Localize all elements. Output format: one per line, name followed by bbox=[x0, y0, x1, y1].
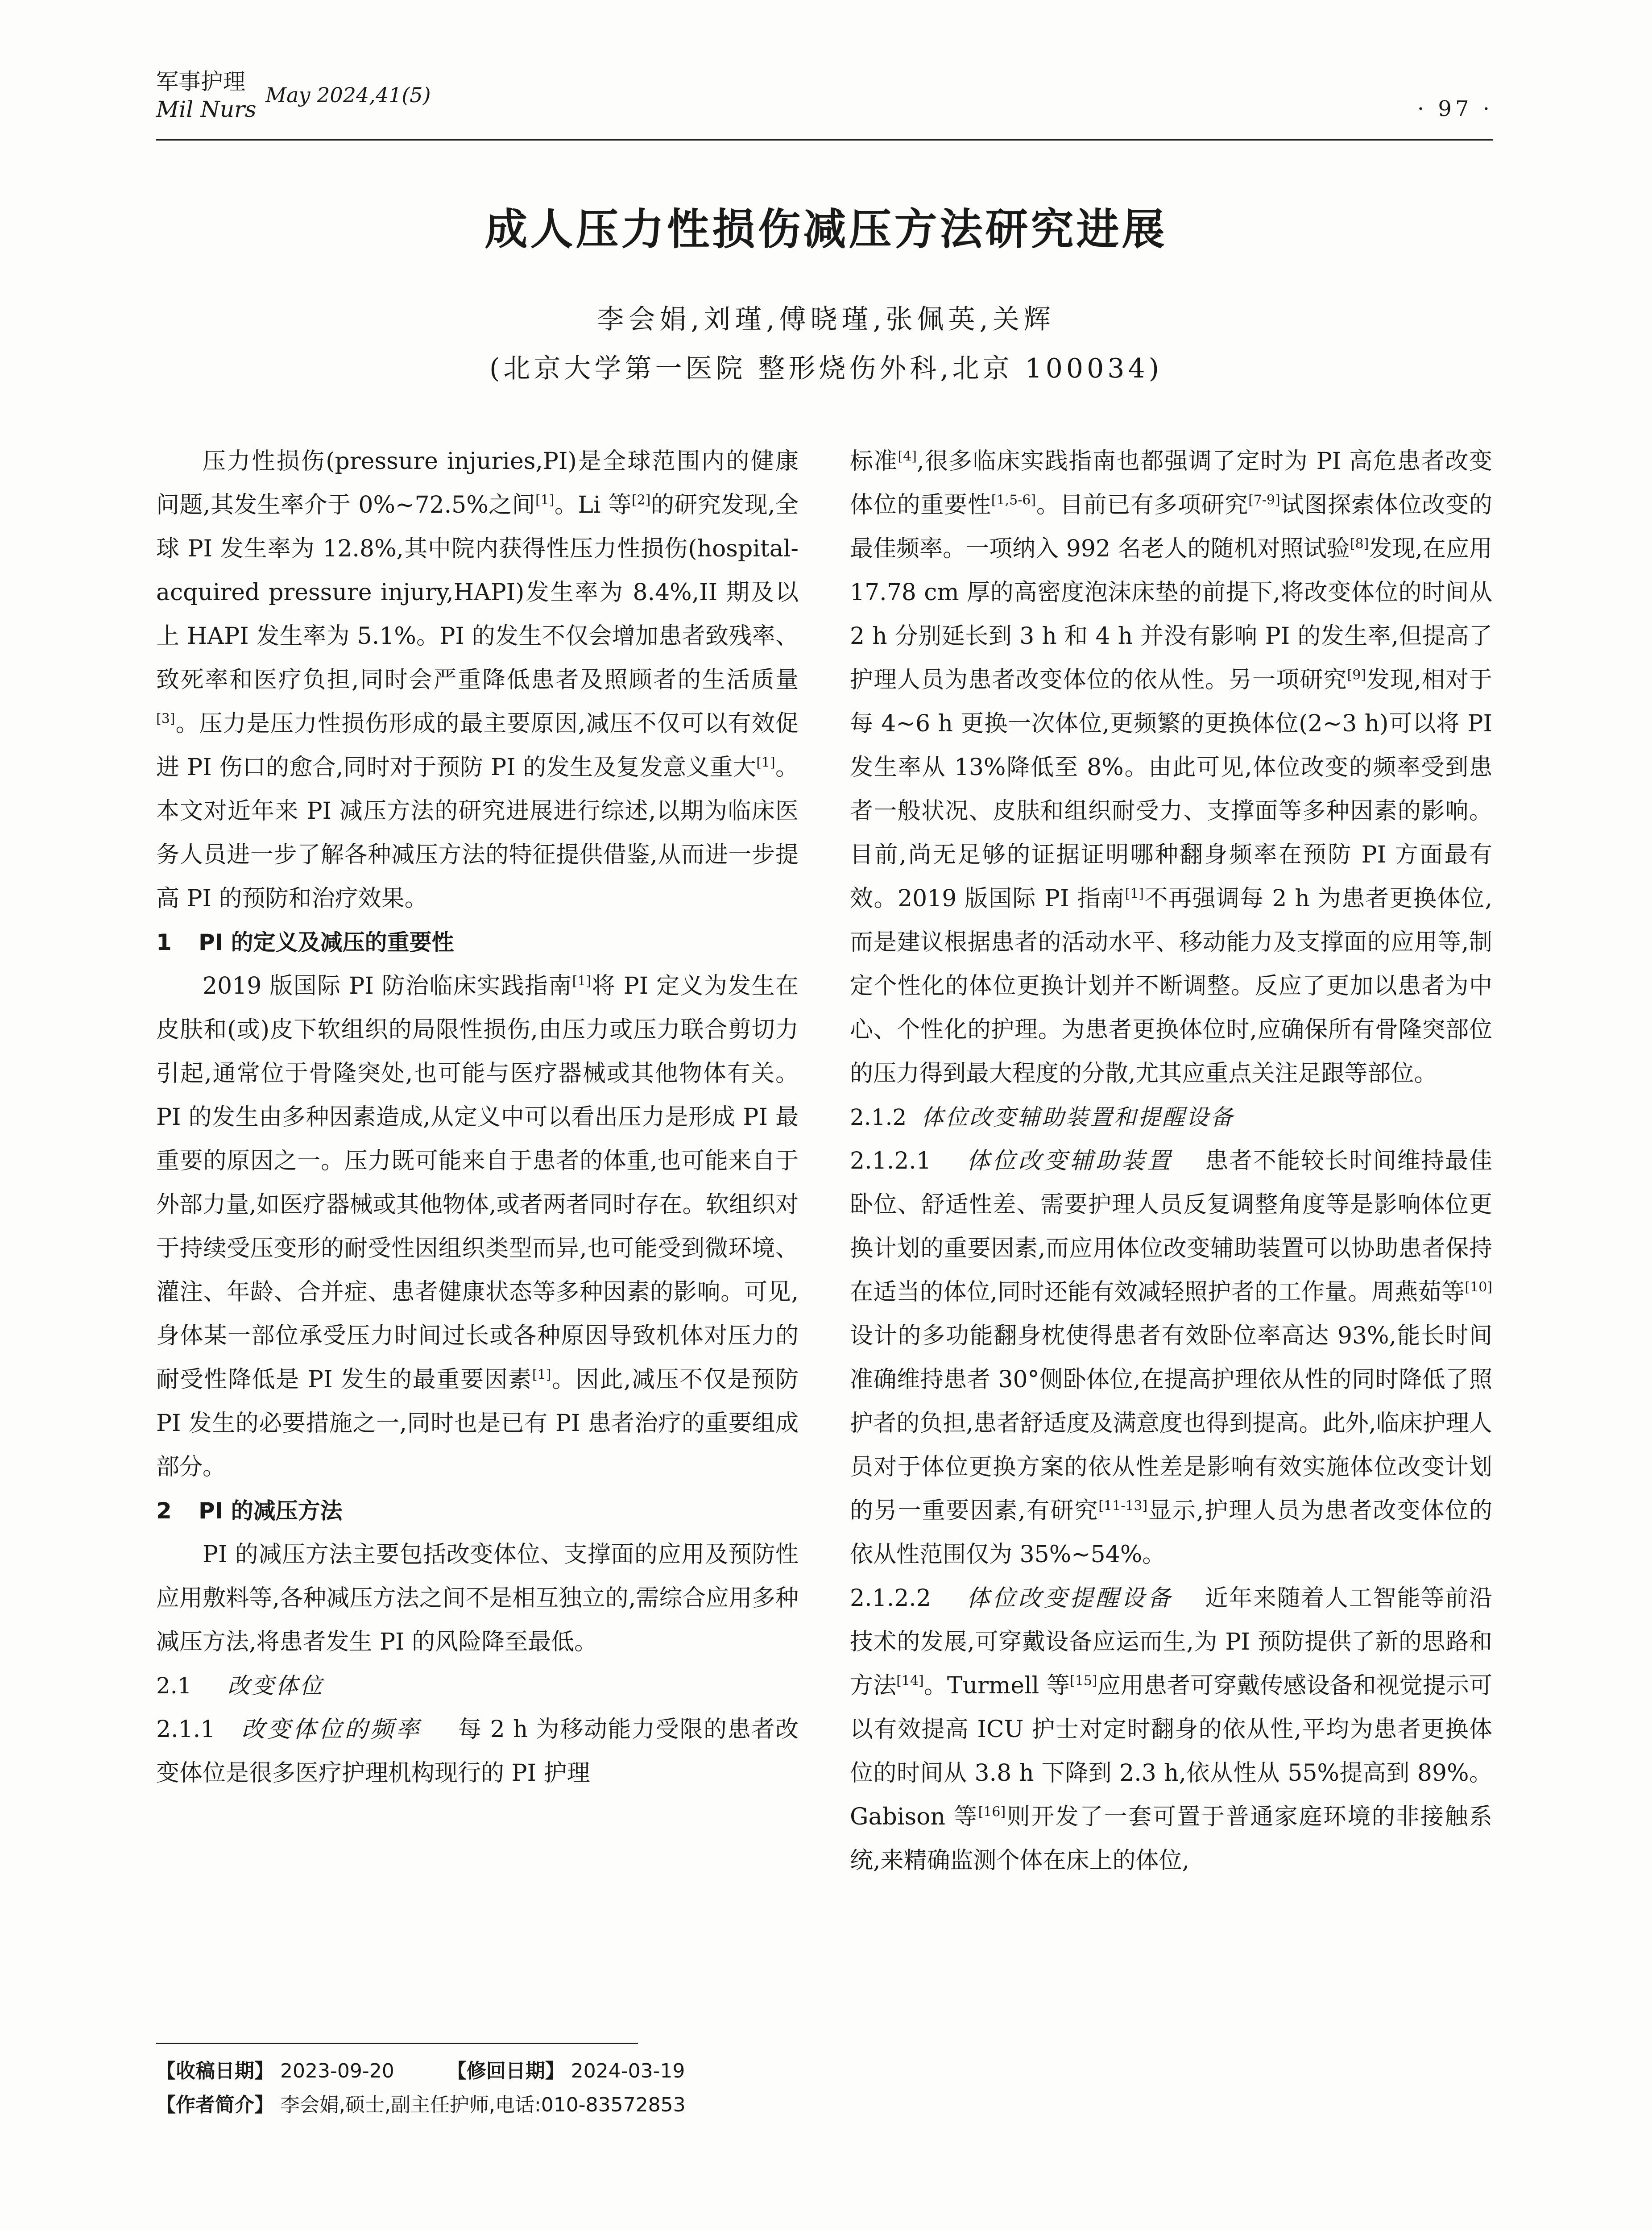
citation-marker: [11-13] bbox=[1098, 1498, 1148, 1514]
footnote-dates bbox=[156, 2058, 685, 2085]
citation-marker: [1] bbox=[572, 973, 592, 989]
subsection-title: 体位改变提醒设备 bbox=[966, 1585, 1173, 1612]
issue-info: May 2024,41(5) bbox=[265, 83, 431, 107]
page-number: · 97 · bbox=[1417, 96, 1493, 121]
citation-marker: [2] bbox=[631, 492, 651, 508]
author-bio: 李会娟,硕士,副主任护师,电话:010-83572853 bbox=[280, 2094, 686, 2116]
paragraph-text: 患者不能较长时间维持最佳卧位、舒适性差、需要护理人员反复调整角度等是影响体位更换计划的重要因素,而应用体位改变辅助装置可以协助患者保持在适当的体位,同时还能有效减轻照护者的工作量。周燕茹等[10]设计的多功能翻身枕使得患者有效卧位率高达 93%,能长时间准确维持患者 30°侧卧体位,在提高护理依从性的同时降低了照护者的负担,患者舒适度及满意度也得到提高。此外,临床护理人员对于体位更换方案的依从性差是影响有效实施体位改变计划的另一重要因素,有研究[11-13]显示,护理人员为患者改变体位的依从性范围仅为 35%~54%。 bbox=[850, 1148, 1493, 1568]
citation-marker: [8] bbox=[1350, 536, 1369, 552]
subsection-title: 体位改变辅助装置和提醒设备 bbox=[921, 1104, 1234, 1130]
received-label: 【收稿日期】 bbox=[156, 2060, 274, 2082]
subsection-2-1-1-paragraph bbox=[156, 1708, 799, 1795]
header-divider bbox=[156, 139, 1493, 141]
subsection-number: 2.1.2.1 bbox=[850, 1148, 931, 1174]
subsection-heading-2-1 bbox=[156, 1664, 799, 1708]
subsection-2-1-2-2-paragraph bbox=[850, 1576, 1492, 1883]
citation-marker: [3] bbox=[156, 711, 175, 727]
revised-label: 【修回日期】 bbox=[447, 2060, 565, 2082]
subsection-number: 2.1.2 bbox=[850, 1104, 907, 1130]
citation-marker: [7-9] bbox=[1248, 492, 1280, 508]
subsection-title: 体位改变辅助装置 bbox=[966, 1148, 1173, 1174]
citation-marker: [4] bbox=[898, 448, 917, 464]
citation-marker: [15] bbox=[1070, 1673, 1097, 1689]
section-2-paragraph: PI 的减压方法主要包括改变体位、支撑面的应用及预防性应用敷料等,各种减压方法之间不是相互独立的,需综合应用多种减压方法,将患者发生 PI 的风险降至最低。 bbox=[156, 1541, 799, 1655]
footnote-divider bbox=[156, 2043, 638, 2044]
section-title: PI 的减压方法 bbox=[199, 1498, 343, 1524]
revised-date: 2024-03-19 bbox=[571, 2060, 685, 2082]
received-date: 2023-09-20 bbox=[280, 2060, 394, 2082]
author-label: 【作者简介】 bbox=[156, 2094, 274, 2116]
subsection-number: 2.1 bbox=[156, 1673, 192, 1699]
paragraph-text: 近年来随着人工智能等前沿技术的发展,可穿戴设备应运而生,为 PI 预防提供了新的思路和方法[14]。Turmell 等[15]应用患者可穿戴传感设备和视觉提示可以有效提高 ICU 护士对定时翻身的依从性,平均为患者更换体位的时间从 3.8 h 下降到 2.3 h,依从性从 55%提高到 89%。Gabison 等[16]则开发了一套可置于普通家庭环境的非接触系统,来精确监测个体在床上的体位, bbox=[850, 1585, 1492, 1874]
citation-marker: [10] bbox=[1465, 1279, 1492, 1295]
right-column bbox=[850, 440, 1492, 1883]
journal-name bbox=[156, 68, 257, 123]
citation-marker: [1,5-6] bbox=[991, 492, 1036, 508]
journal-name-cn: 军事护理 bbox=[156, 69, 245, 95]
journal-name-en: Mil Nurs bbox=[156, 96, 257, 122]
citation-marker: [1] bbox=[535, 492, 555, 508]
subsection-heading-2-1-2 bbox=[850, 1095, 1492, 1139]
section-heading-1 bbox=[156, 921, 799, 964]
section-1-paragraph: 2019 版国际 PI 防治临床实践指南[1]将 PI 定义为发生在皮肤和(或)皮下软组织的局限性损伤,由压力或压力联合剪切力引起,通常位于骨隆突处,也可能与医疗器械或其他物体有关。PI 的发生由多种因素造成,从定义中可以看出压力是形成 PI 最重要的原因之一。压力既可能来自于患者的体重,也可能来自于外部力量,如医疗器械或其他物体,或者两者同时存在。软组织对于持续受压变形的耐受性因组织类型而异,也可能受到微环境、灌注、年龄、合并症、患者健康状态等多种因素的影响。可见,身体某一部位承受压力时间过长或各种原因导致机体对压力的耐受性降低是 PI 发生的最重要因素[1]。因此,减压不仅是预防 PI 发生的必要措施之一,同时也是已有 PI 患者治疗的重要组成部分。 bbox=[156, 973, 799, 1480]
section-number: 1 bbox=[156, 929, 172, 955]
subsection-number: 2.1.2.2 bbox=[850, 1585, 931, 1612]
subsection-2-1-2-1-paragraph bbox=[850, 1139, 1492, 1576]
paragraph-text: 每 2 h 为移动能力受限的患者改变体位是很多医疗护理机构现行的 PI 护理 bbox=[156, 1716, 799, 1787]
subsection-number: 2.1.1 bbox=[156, 1716, 215, 1743]
footnote-author bbox=[156, 2092, 686, 2119]
citation-marker: [9] bbox=[1347, 667, 1366, 683]
citation-marker: [1] bbox=[1125, 886, 1144, 902]
affiliation: (北京大学第一医院 整形烧伤外科,北京 100034) bbox=[489, 353, 1163, 384]
article-title: 成人压力性损伤减压方法研究进展 bbox=[484, 204, 1168, 254]
left-column bbox=[156, 440, 799, 1795]
citation-marker: [1] bbox=[532, 1367, 551, 1383]
section-number: 2 bbox=[156, 1498, 172, 1524]
citation-marker: [14] bbox=[896, 1673, 924, 1689]
subsection-title: 改变体位 bbox=[228, 1673, 324, 1699]
continued-paragraph: 标准[4],很多临床实践指南也都强调了定时为 PI 高危患者改变体位的重要性[1,5-6]。目前已有多项研究[7-9]试图探索体位改变的最佳频率。一项纳入 992 名老人的随机对照试验[8]发现,在应用17.78 cm 厚的高密度泡沫床垫的前提下,将改变体位的时间从 2 h 分别延长到 3 h 和 4 h 并没有影响 PI 的发生率,但提高了护理人员为患者改变体位的依从性。另一项研究[9]发现,相对于每 4~6 h 更换一次体位,更频繁的更换体位(2~3 h)可以将 PI 发生率从 13%降低至 8%。由此可见,体位改变的频率受到患者一般状况、皮肤和组织耐受力、支撑面等多种因素的影响。目前,尚无足够的证据证明哪种翻身频率在预防 PI 方面最有效。2019 版国际 PI 指南[1]不再强调每 2 h 为患者更换体位,而是建议根据患者的活动水平、移动能力及支撑面的应用等,制定个性化的体位更换计划并不断调整。反应了更加以患者为中心、个性化的护理。为患者更换体位时,应确保所有骨隆突部位的压力得到最大程度的分散,尤其应重点关注足跟等部位。 bbox=[850, 448, 1493, 1087]
section-heading-2 bbox=[156, 1489, 799, 1533]
section-title: PI 的定义及减压的重要性 bbox=[199, 929, 454, 955]
subsection-title: 改变体位的频率 bbox=[241, 1716, 422, 1743]
intro-paragraph: 压力性损伤(pressure injuries,PI)是全球范围内的健康问题,其发生率介于 0%~72.5%之间[1]。Li 等[2]的研究发现,全球 PI 发生率为 12.8%,其中院内获得性压力性损伤(hospital-acquired pressure injury,HAPI)发生率为 8.4%,II 期及以上 HAPI 发生率为 5.1%。PI 的发生不仅会增加患者致残率、致死率和医疗负担,同时会严重降低患者及照顾者的生活质量[3]。压力是压力性损伤形成的最主要原因,减压不仅可以有效促进 PI 伤口的愈合,同时对于预防 PI 的发生及复发意义重大[1]。本文对近年来 PI 减压方法的研究进展进行综述,以期为临床医务人员进一步了解各种减压方法的特征提供借鉴,从而进一步提高 PI 的预防和治疗效果。 bbox=[156, 448, 799, 912]
citation-marker: [16] bbox=[978, 1804, 1006, 1820]
author-list: 李会娟,刘瑾,傅晓瑾,张佩英,关辉 bbox=[597, 304, 1055, 335]
citation-marker: [1] bbox=[756, 755, 775, 771]
